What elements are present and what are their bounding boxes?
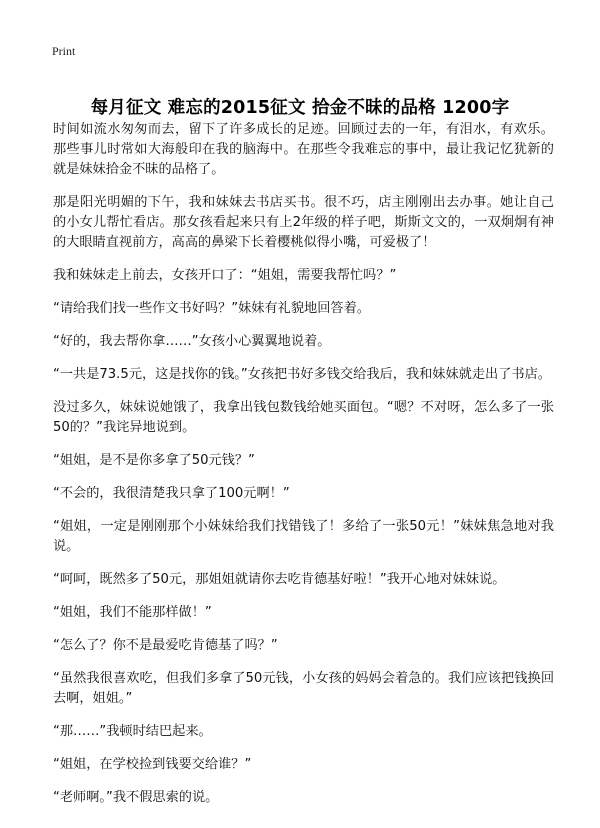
paragraph: 没过多久，妹妹说她饿了，我拿出钱包数钱给她买面包。“嗯？不对呀，怎么多了一张50的？”我诧异地说到。 [53,400,554,435]
article-body [53,120,554,821]
paragraph: “姐姐，我们不能那样做！” [53,605,212,620]
page-title: 每月征文 难忘的2015征文 拾金不昧的品格 1200字 [90,97,510,118]
paragraph: “不会的，我很清楚我只拿了100元啊！” [53,486,290,501]
paragraph: “姐姐，一定是刚刚那个小妹妹给我们找错钱了！多给了一张50元！”妹妹焦急地对我说。 [53,519,554,554]
paragraph: “好的，我去帮你拿……”女孩小心翼翼地说着。 [53,334,331,349]
paragraph: 时间如流水匆匆而去，留下了许多成长的足迹。回顾过去的一年，有泪水，有欢乐。那些事儿时常如大海般印在我的脑海中。在那些令我难忘的事中，最让我记忆犹新的就是妹妹拾金不昧的品格了。 [53,122,554,177]
paragraph: “那……”我顿时结巴起来。 [53,724,212,739]
print-link[interactable]: Print [52,44,76,58]
paragraph: “姐姐，是不是你多拿了50元钱？” [53,453,255,468]
paragraph: “怎么了？你不是最爱吃肯德基了吗？” [53,638,278,653]
paragraph: “虽然我很喜欢吃，但我们多拿了50元钱，小女孩的妈妈会着急的。我们应该把钱换回去啊，姐姐。” [53,671,554,706]
paragraph: 我和妹妹走上前去，女孩开口了：“姐姐，需要我帮忙吗？” [53,268,397,283]
paragraph: “一共是73.5元，这是找你的钱。”女孩把书好多钱交给我后，我和妹妹就走出了书店。 [53,367,551,382]
paragraph: “姐姐，在学校捡到钱要交给谁？” [53,757,252,772]
paragraph: 那是阳光明媚的下午，我和妹妹去书店买书。很不巧，店主刚刚出去办事。她让自己的小女儿帮忙看店。那女孩看起来只有上2年级的样子吧，斯斯文文的，一双炯炯有神的大眼睛直视前方，高高的鼻梁下长着樱桃似得小嘴，可爱极了！ [53,195,554,250]
paragraph: “呵呵，既然多了50元，那姐姐就请你去吃肯德基好啦！”我开心地对妹妹说。 [53,572,506,587]
paragraph: “请给我们找一些作文书好吗？”妹妹有礼貌地回答着。 [53,301,370,316]
paragraph: “老师啊。”我不假思索的说。 [53,790,219,805]
